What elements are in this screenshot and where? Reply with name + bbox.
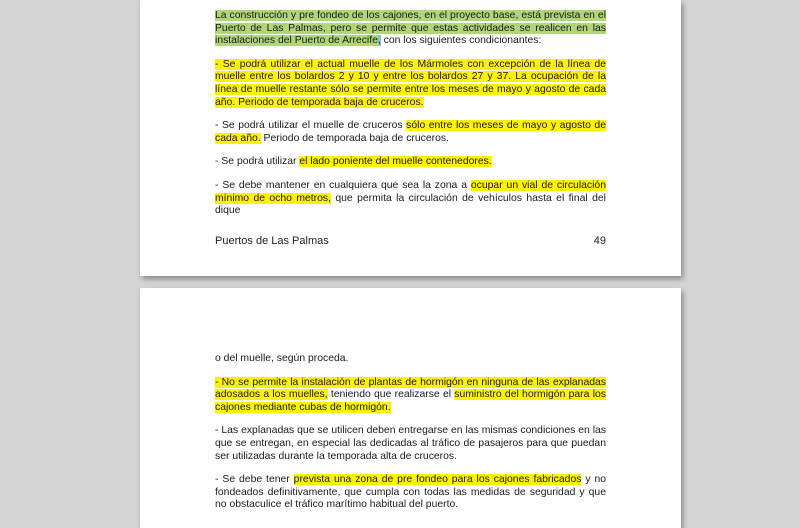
text-run: - Se debe mantener en cualquiera que sea la zona a xyxy=(215,179,471,191)
highlighted-text: el lado poniente del muelle contenedores. xyxy=(299,156,492,168)
highlighted-text: suministro del hormigón para los cajones mediante cubas de hormigón. xyxy=(215,389,606,413)
paragraph xyxy=(215,377,606,415)
paragraph xyxy=(215,353,606,366)
footer-title: Puertos de Las Palmas xyxy=(215,235,329,247)
highlighted-text: - Se podrá utilizar el actual muelle de los Mármoles con excepción de la línea de muelle entre los bolardos 2 y 10 y entre los bolardos 27 y 37. La ocupación de la línea de muelle restante sólo se permite entre los meses de mayo y agosto de cada año. Periodo de temporada baja de cruceros. xyxy=(215,58,606,108)
text-run: o del muelle, según proceda. xyxy=(215,353,349,364)
text-run: - Las explanadas que se utilicen deben entregarse en las mismas condiciones en las que se entregan, en especial las dedicadas al tráfico de pasajeros para que puedan ser utilizadas durante la temporada alta de cruceros. xyxy=(215,425,606,462)
document-page-50 xyxy=(140,288,681,528)
text-run: Periodo de temporada baja de cruceros. xyxy=(260,132,449,144)
page-number: 49 xyxy=(593,235,606,247)
paragraph xyxy=(215,474,606,512)
text-run: y no fondeados definitivamente, que cumpla con todas las medidas de seguridad y que no obstaculice el tráfico marítimo habitual del puerto. xyxy=(215,474,607,511)
text-run: que permita la circulación de vehículos hasta el final del dique xyxy=(215,192,606,217)
text-run: con los siguientes condicionantes: xyxy=(380,35,542,47)
highlighted-text: La construcción y pre fondeo de los cajones, en el proyecto base, está prevista en el Puerto de Las Palmas, pero se permite que estas actividades se realicen en las instalaciones del Puerto de Arrecife xyxy=(215,10,606,47)
paragraph xyxy=(215,180,606,218)
page-49-body xyxy=(215,10,606,229)
highlighted-text: - No se permite la instalación de plantas de hormigón en ninguna de las explanadas adosados a los muelles, xyxy=(215,376,606,401)
text-run: - Se debe tener xyxy=(215,474,294,486)
text-run: - Se podrá utilizar el muelle de cruceros xyxy=(215,120,407,132)
highlighted-text: ocupar un vial de circulación mínimo de ocho metros, xyxy=(215,179,606,204)
paragraph xyxy=(215,156,606,169)
document-page-49 xyxy=(140,0,681,276)
paragraph xyxy=(215,10,606,48)
highlighted-text: sólo entre los meses de mayo y agosto de cada año. xyxy=(215,120,606,144)
highlighted-text: , xyxy=(377,35,381,47)
paragraph xyxy=(215,120,606,145)
paragraph xyxy=(215,425,606,463)
highlighted-text: prevista una zona de pre fondeo para los cajones fabricados xyxy=(293,474,582,486)
page-50-body xyxy=(215,353,606,523)
text-run: teniendo que realizarse el xyxy=(327,389,455,401)
paragraph xyxy=(215,59,606,109)
text-run: - Se podrá utilizar xyxy=(215,156,300,168)
